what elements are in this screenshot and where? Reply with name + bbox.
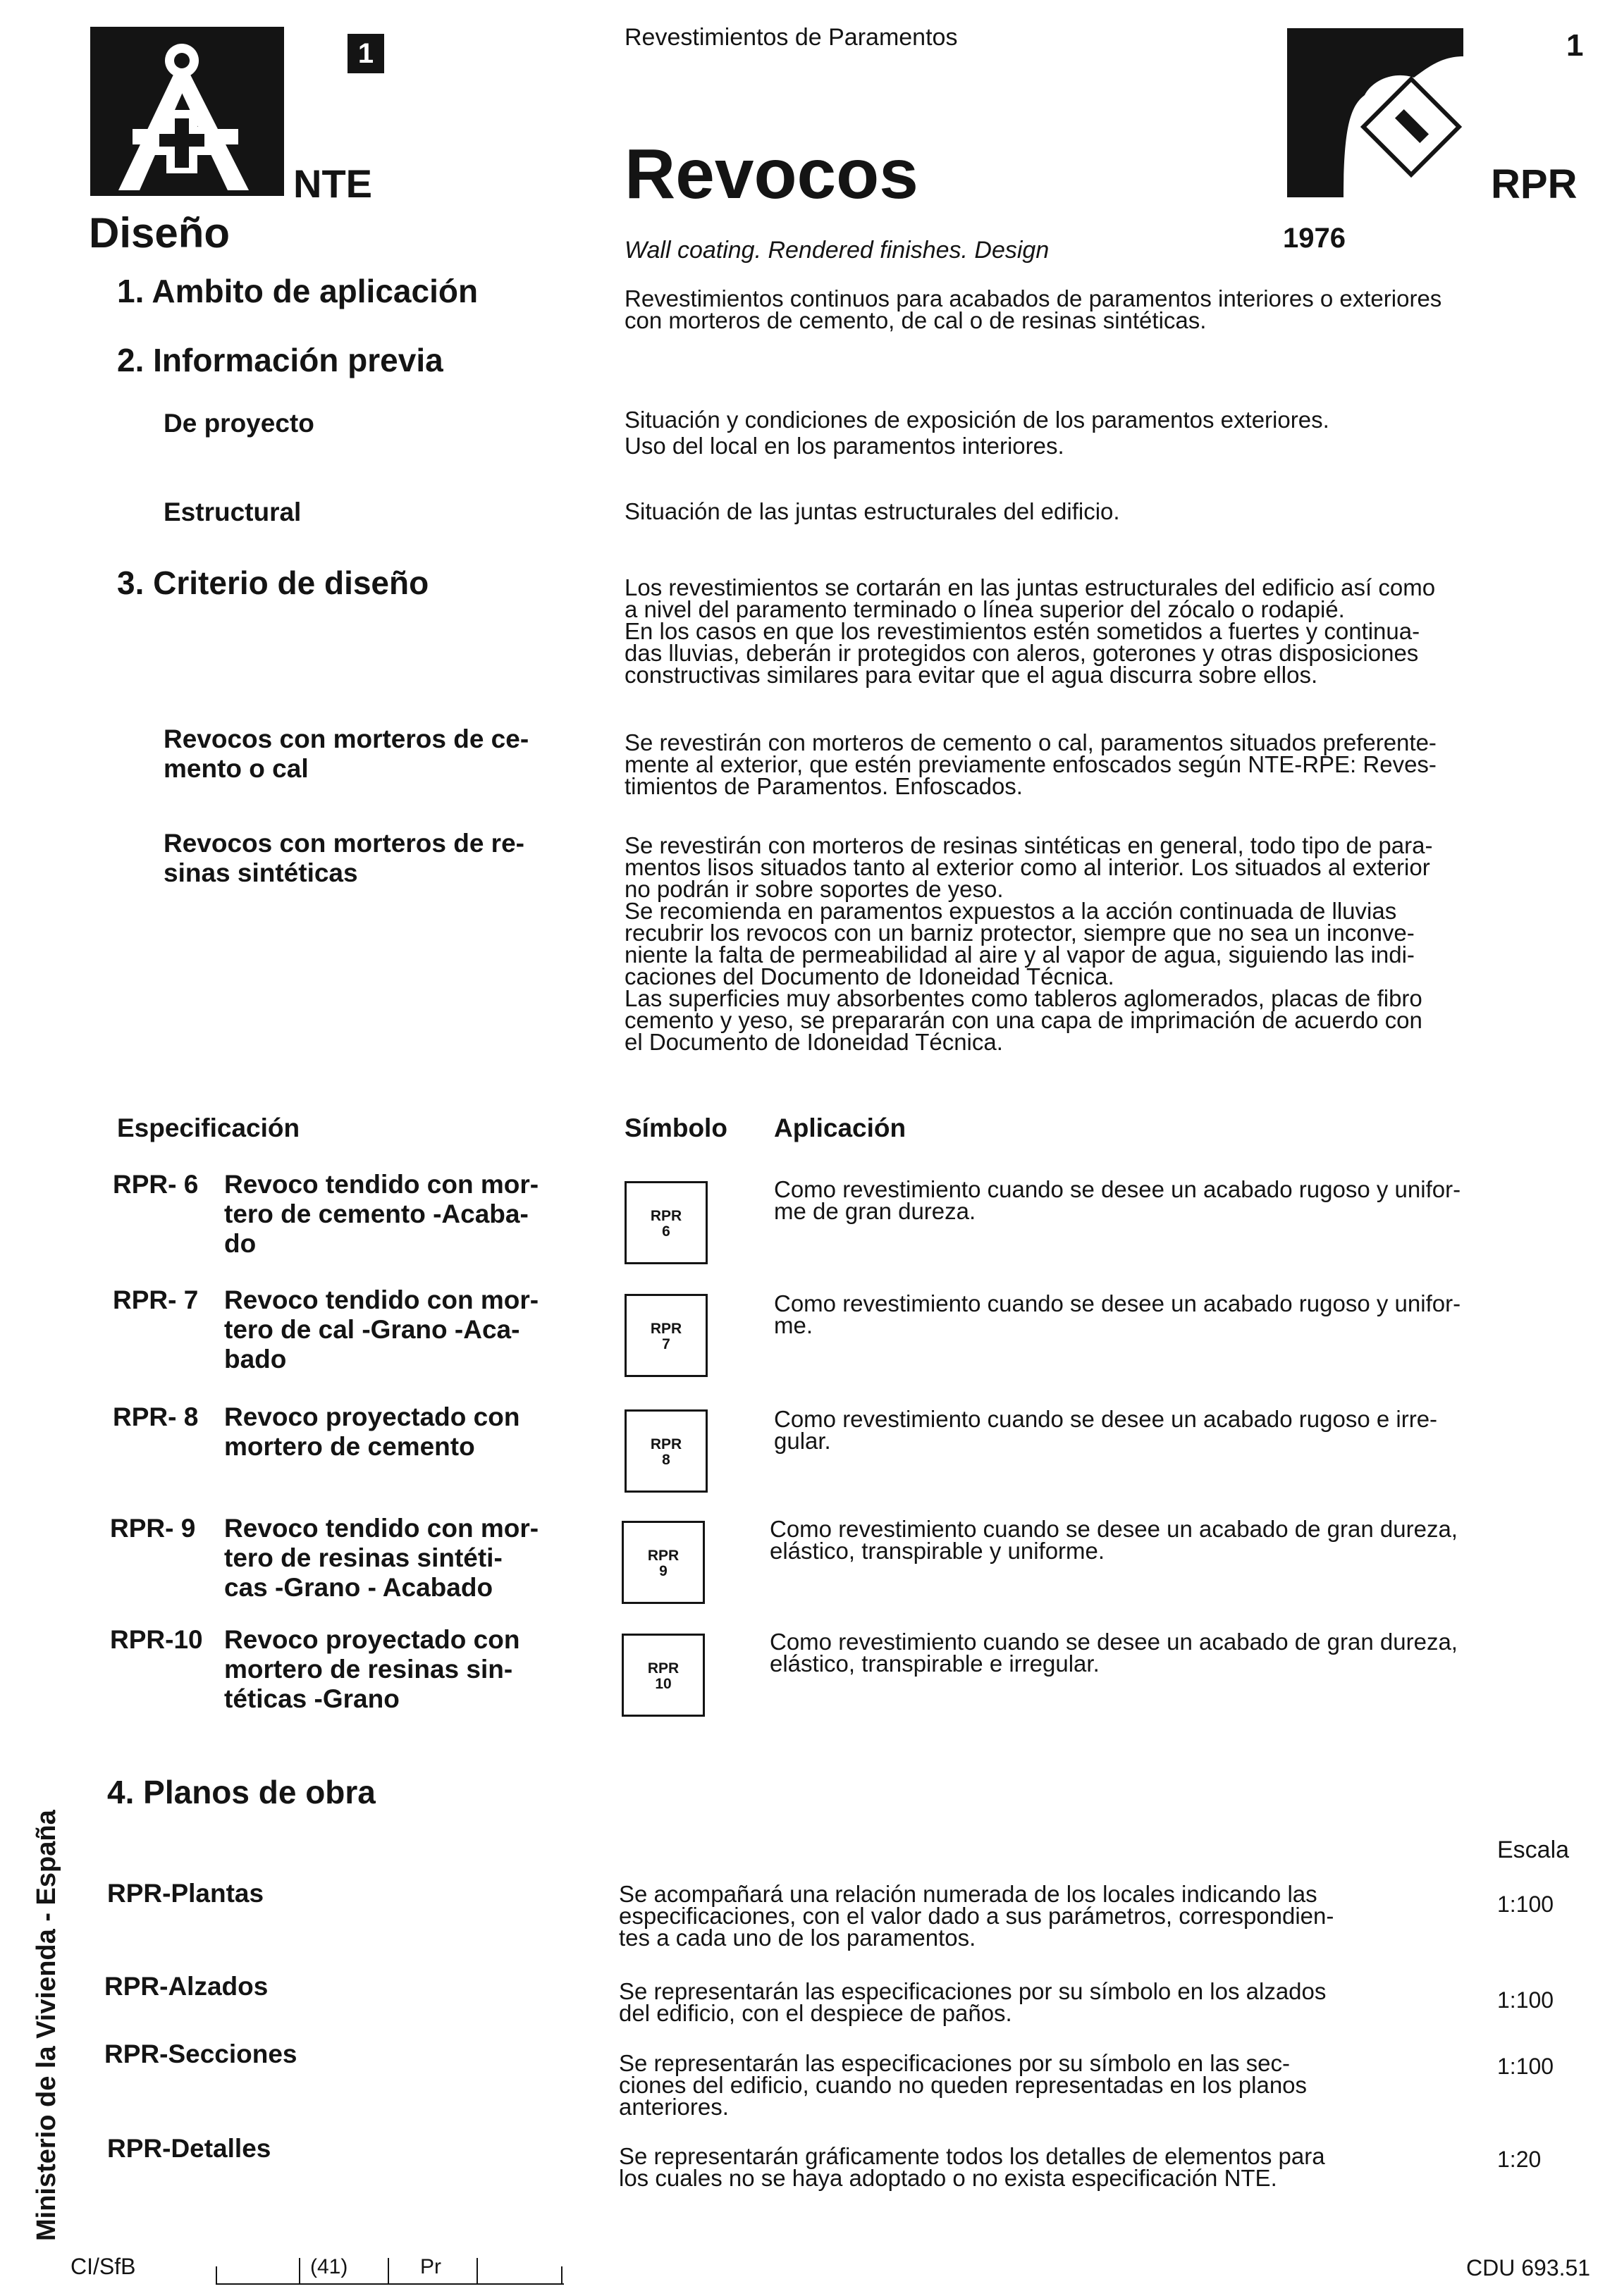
symbol-code: RPR xyxy=(647,1660,680,1677)
secciones-text xyxy=(619,2052,1307,2118)
text-line: anteriores. xyxy=(619,2094,729,2120)
series-number: 1 xyxy=(357,38,374,69)
text-line: mente al exterior, que estén previamente enfoscados según NTE-RPE: Reves- xyxy=(625,751,1437,777)
symbol-number: 7 xyxy=(662,1336,670,1352)
year-label: 1976 xyxy=(1283,223,1346,254)
cisfb-code: (41) xyxy=(310,2255,348,2278)
spec-name xyxy=(224,1170,539,1259)
escala-label: Escala xyxy=(1497,1837,1570,1863)
text-line: constructivas similares para evitar que el agua discurra sobre ellos. xyxy=(625,662,1318,688)
name-line: bado xyxy=(224,1345,287,1374)
spec-application xyxy=(774,1292,1461,1336)
text-line: Situación y condiciones de exposición de los paramentos exteriores. xyxy=(625,407,1329,433)
text-line: con morteros de cemento, de cal o de resinas sintéticas. xyxy=(625,307,1207,333)
nte-logo xyxy=(90,27,284,196)
name-line: Revoco proyectado con xyxy=(224,1625,520,1654)
text-line: no podrán ir sobre soportes de yeso. xyxy=(625,876,1004,902)
estructural-text xyxy=(625,500,1120,522)
text-line: especificaciones, con el valor dado a sus parámetros, correspondien- xyxy=(619,1903,1334,1929)
vertical-sidebar-text xyxy=(31,1705,62,2241)
col-especificacion: Especificación xyxy=(117,1113,300,1142)
spec-code: RPR-10 xyxy=(110,1625,203,1654)
page-title: Revocos xyxy=(625,135,918,214)
text-line: Situación de las juntas estructurales del edificio. xyxy=(625,498,1120,524)
compass-logo-icon xyxy=(90,27,284,196)
text-line: a nivel del paramento terminado o línea superior del zócalo o rodapié. xyxy=(625,596,1345,622)
text-line: recubrir los revocos con un barniz protector, siempre que no sea un inconve- xyxy=(625,920,1415,946)
divider xyxy=(388,2258,389,2283)
detalles-text xyxy=(619,2145,1325,2189)
name-line: do xyxy=(224,1229,257,1258)
spec-name xyxy=(224,1514,539,1603)
resinas-label xyxy=(164,829,524,888)
text-line: cemento y yeso, se prepararán con una capa de imprimación de acuerdo con xyxy=(625,1007,1422,1033)
name-line: tero de cemento -Acaba- xyxy=(224,1199,529,1228)
text-line: Como revestimiento cuando se desee un acabado de gran dureza, xyxy=(770,1629,1458,1655)
symbol-rpr-9 xyxy=(622,1521,705,1604)
text-line: niente la falta de permeabilidad al aire y al vapor de agua, siguiendo las indi- xyxy=(625,942,1415,968)
text-line: Se revestirán con morteros de cemento o cal, paramentos situados preferente- xyxy=(625,729,1437,755)
cisfb-box xyxy=(216,2255,564,2285)
text-line: Uso del local en los paramentos interiores. xyxy=(625,433,1064,459)
spec-application xyxy=(774,1178,1461,1222)
text-line: Como revestimiento cuando se desee un acabado de gran dureza, xyxy=(770,1516,1458,1542)
spec-name xyxy=(224,1625,519,1714)
spec-application xyxy=(770,1518,1458,1562)
subtitle: Wall coating. Rendered finishes. Design xyxy=(625,237,1050,264)
spec-code: RPR- 6 xyxy=(113,1170,199,1199)
symbol-rpr-7 xyxy=(625,1294,708,1377)
spec-application xyxy=(770,1629,1458,1677)
text-line: Se representarán las especificaciones por su símbolo en los alzados xyxy=(619,1978,1327,2004)
text-line: Se acompañará una relación numerada de los locales indicando las xyxy=(619,1881,1317,1907)
text-line: Revestimientos continuos para acabados de paramentos interiores o exteriores xyxy=(625,285,1442,311)
section-4-heading: 4. Planos de obra xyxy=(107,1774,376,1810)
text-line: ciones del edificio, cuando no queden representadas en los planos xyxy=(619,2072,1308,2098)
spec-code: RPR- 7 xyxy=(113,1285,199,1314)
name-line: téticas -Grano xyxy=(224,1684,400,1713)
estructural-label: Estructural xyxy=(164,498,302,526)
diseno-label: Diseño xyxy=(89,209,230,257)
section-2-heading: 2. Información previa xyxy=(117,342,443,378)
secciones-label: RPR-Secciones xyxy=(104,2039,297,2068)
section-3-heading: 3. Criterio de diseño xyxy=(117,564,429,601)
text-line: timientos de Paramentos. Enfoscados. xyxy=(625,773,1023,799)
name-line: Revoco tendido con mor- xyxy=(224,1170,539,1199)
text-line: mentos lisos situados tanto al exterior como al interior. Los situados al exterior xyxy=(625,854,1430,880)
text-line: caciones del Documento de Idoneidad Técnica. xyxy=(625,963,1114,989)
divider xyxy=(561,2266,562,2283)
alzados-scale: 1:100 xyxy=(1497,1987,1554,2013)
symbol-code: RPR xyxy=(647,1548,680,1564)
category-label: Revestimientos de Paramentos xyxy=(625,24,958,51)
divider xyxy=(477,2258,478,2283)
cemento-text xyxy=(625,729,1437,799)
text-line: me. xyxy=(774,1312,813,1338)
cdu-label: CDU 693.51 xyxy=(1466,2255,1591,2280)
text-line: En los casos en que los revestimientos estén sometidos a fuertes y continua- xyxy=(625,618,1420,644)
text-line: Se representarán gráficamente todos los detalles de elementos para xyxy=(619,2143,1325,2169)
text-line: Se representarán las especificaciones por su símbolo en las sec- xyxy=(619,2050,1290,2076)
spec-name xyxy=(224,1285,539,1374)
spec-code: RPR- 8 xyxy=(113,1402,199,1431)
symbol-rpr-10 xyxy=(622,1634,705,1717)
cisfb-pr: Pr xyxy=(420,2255,441,2278)
symbol-code: RPR xyxy=(650,1436,682,1452)
label-line: mento o cal xyxy=(164,754,309,783)
label-line: Revocos con morteros de ce- xyxy=(164,724,529,753)
section-1-text xyxy=(625,285,1442,333)
symbol-number: 8 xyxy=(662,1452,670,1468)
symbol-number: 6 xyxy=(662,1223,670,1240)
text-line: gular. xyxy=(774,1428,831,1454)
cisfb-label: CI/SfB xyxy=(70,2254,136,2279)
name-line: tero de cal -Grano -Aca- xyxy=(224,1315,520,1344)
text-line: me de gran dureza. xyxy=(774,1198,976,1224)
text-line: los cuales no se haya adoptado o no exista especificación NTE. xyxy=(619,2165,1277,2191)
proyecto-text xyxy=(625,409,1329,457)
text-line: Se recomienda en paramentos expuestos a la acción continuada de lluvias xyxy=(625,898,1397,924)
section-1-heading: 1. Ambito de aplicación xyxy=(117,273,479,309)
name-line: mortero de cemento xyxy=(224,1432,475,1461)
text-line: del edificio, con el despiece de paños. xyxy=(619,2000,1012,2026)
resinas-text xyxy=(625,834,1432,1053)
name-line: Revoco tendido con mor- xyxy=(224,1514,539,1543)
spec-application xyxy=(774,1408,1437,1452)
name-line: tero de resinas sintéti- xyxy=(224,1543,503,1572)
symbol-code: RPR xyxy=(650,1208,682,1224)
name-line: mortero de resinas sin- xyxy=(224,1655,513,1684)
divider xyxy=(216,2266,217,2283)
plantas-text xyxy=(619,1883,1334,1949)
text-line: el Documento de Idoneidad Técnica. xyxy=(625,1029,1003,1055)
plantas-label: RPR-Plantas xyxy=(107,1879,264,1908)
symbol-code: RPR xyxy=(650,1321,682,1337)
series-number-box xyxy=(348,34,384,73)
divider xyxy=(299,2258,300,2283)
rpr-logo xyxy=(1287,28,1463,197)
text-line: tes a cada uno de los paramentos. xyxy=(619,1925,976,1951)
spec-code: RPR- 9 xyxy=(110,1514,196,1543)
symbol-number: 10 xyxy=(655,1676,672,1692)
text-line: elástico, transpirable y uniforme. xyxy=(770,1538,1105,1564)
section-3-text xyxy=(625,576,1435,686)
symbol-rpr-6 xyxy=(625,1181,708,1264)
text-line: Las superficies muy absorbentes como tableros aglomerados, placas de fibro xyxy=(625,985,1422,1011)
name-line: Revoco tendido con mor- xyxy=(224,1285,539,1314)
plantas-scale: 1:100 xyxy=(1497,1891,1554,1917)
label-line: Revocos con morteros de re- xyxy=(164,829,524,858)
symbol-number: 9 xyxy=(659,1563,668,1579)
detalles-label: RPR-Detalles xyxy=(107,2134,271,2163)
symbol-rpr-8 xyxy=(625,1409,708,1493)
ministry-label: Ministerio de la Vivienda - España xyxy=(32,1810,61,2241)
cemento-label xyxy=(164,724,529,784)
alzados-text xyxy=(619,1980,1326,2024)
col-aplicacion: Aplicación xyxy=(774,1113,906,1142)
code-label: RPR xyxy=(1491,161,1578,207)
label-line: sinas sintéticas xyxy=(164,858,358,887)
text-line: das lluvias, deberán ir protegidos con aleros, goterones y otras disposiciones xyxy=(625,640,1419,666)
text-line: Como revestimiento cuando se desee un acabado rugoso e irre- xyxy=(774,1406,1438,1432)
text-line: Como revestimiento cuando se desee un acabado rugoso y unifor- xyxy=(774,1176,1461,1202)
text-line: Se revestirán con morteros de resinas sintéticas en general, todo tipo de para- xyxy=(625,832,1433,858)
page-number: 1 xyxy=(1566,28,1584,63)
text-line: Como revestimiento cuando se desee un acabado rugoso y unifor- xyxy=(774,1290,1461,1316)
alzados-label: RPR-Alzados xyxy=(104,1972,269,2001)
detalles-scale: 1:20 xyxy=(1497,2147,1542,2172)
name-line: Revoco proyectado con xyxy=(224,1402,520,1431)
text-line: elástico, transpirable e irregular. xyxy=(770,1650,1100,1677)
wall-logo-icon xyxy=(1287,28,1463,197)
nte-label: NTE xyxy=(293,161,372,206)
secciones-scale: 1:100 xyxy=(1497,2054,1554,2079)
proyecto-label: De proyecto xyxy=(164,409,314,438)
name-line: cas -Grano - Acabado xyxy=(224,1573,493,1602)
spec-name xyxy=(224,1402,519,1462)
text-line: Los revestimientos se cortarán en las juntas estructurales del edificio así como xyxy=(625,574,1436,600)
col-simbolo: Símbolo xyxy=(625,1113,727,1142)
